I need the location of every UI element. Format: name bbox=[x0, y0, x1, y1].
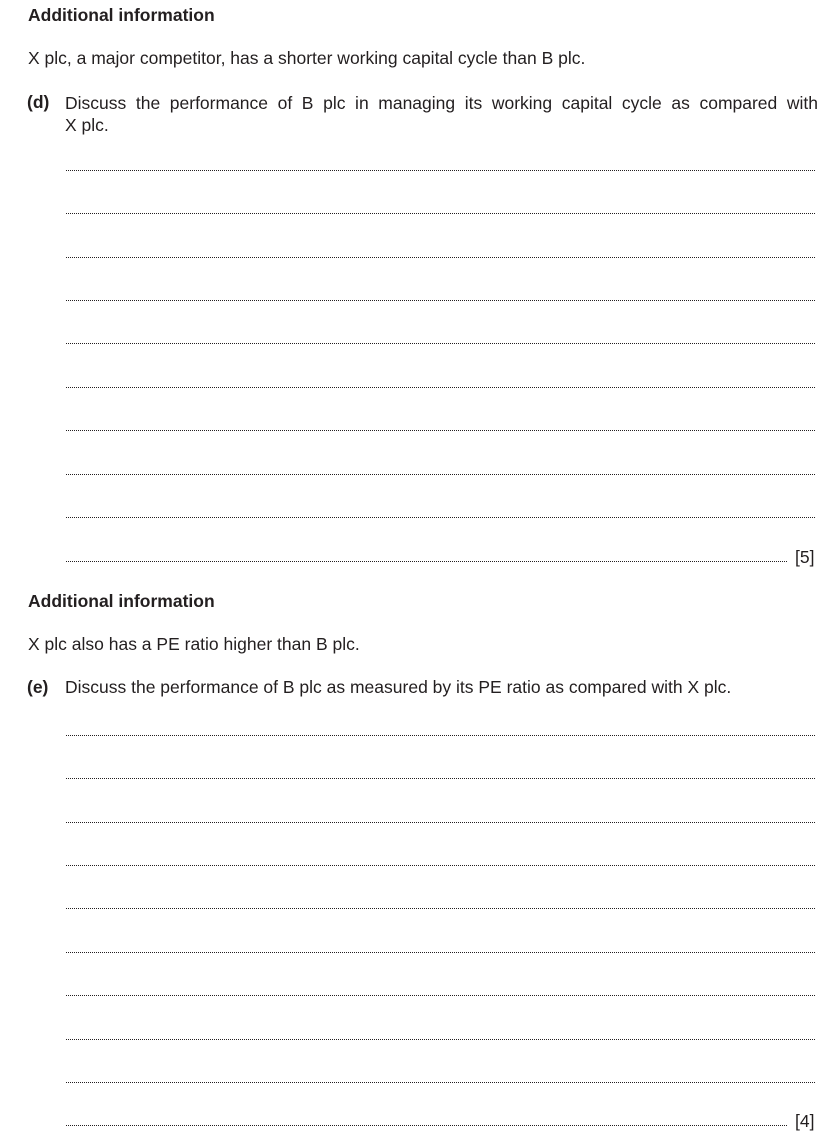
section-d-heading: Additional information bbox=[28, 5, 215, 25]
question-d-marks: [5] bbox=[795, 547, 815, 567]
answer-line-d-4[interactable] bbox=[66, 300, 815, 301]
answer-line-e-5[interactable] bbox=[66, 908, 815, 909]
section-e-context: X plc also has a PE ratio higher than B plc. bbox=[28, 634, 360, 654]
answer-line-d-10[interactable] bbox=[66, 561, 787, 562]
answer-line-e-10[interactable] bbox=[66, 1125, 787, 1126]
answer-line-d-7[interactable] bbox=[66, 430, 815, 431]
question-d-text bbox=[65, 92, 818, 136]
question-e-text: Discuss the performance of B plc as measured by its PE ratio as compared with X plc. bbox=[65, 677, 732, 697]
question-d-line-1: Discuss the performance of B plc in managing its working capital cycle as compared with bbox=[65, 93, 818, 113]
answer-line-e-3[interactable] bbox=[66, 822, 815, 823]
answer-line-e-9[interactable] bbox=[66, 1082, 815, 1083]
answer-line-d-2[interactable] bbox=[66, 213, 815, 214]
answer-line-e-1[interactable] bbox=[66, 735, 815, 736]
answer-line-d-1[interactable] bbox=[66, 170, 815, 171]
question-d-line-2: X plc. bbox=[65, 115, 109, 135]
answer-line-e-4[interactable] bbox=[66, 865, 815, 866]
answer-line-e-7[interactable] bbox=[66, 995, 815, 996]
question-e-label: (e) bbox=[27, 677, 49, 697]
section-d-context: X plc, a major competitor, has a shorter working capital cycle than B plc. bbox=[28, 48, 586, 68]
answer-line-e-8[interactable] bbox=[66, 1039, 815, 1040]
question-e-marks: [4] bbox=[795, 1111, 815, 1131]
answer-line-d-8[interactable] bbox=[66, 474, 815, 475]
section-e-heading: Additional information bbox=[28, 591, 215, 611]
answer-line-d-6[interactable] bbox=[66, 387, 815, 388]
answer-line-d-3[interactable] bbox=[66, 257, 815, 258]
answer-line-d-5[interactable] bbox=[66, 343, 815, 344]
answer-line-e-2[interactable] bbox=[66, 778, 815, 779]
question-d-label: (d) bbox=[27, 92, 50, 112]
answer-line-e-6[interactable] bbox=[66, 952, 815, 953]
answer-line-d-9[interactable] bbox=[66, 517, 815, 518]
